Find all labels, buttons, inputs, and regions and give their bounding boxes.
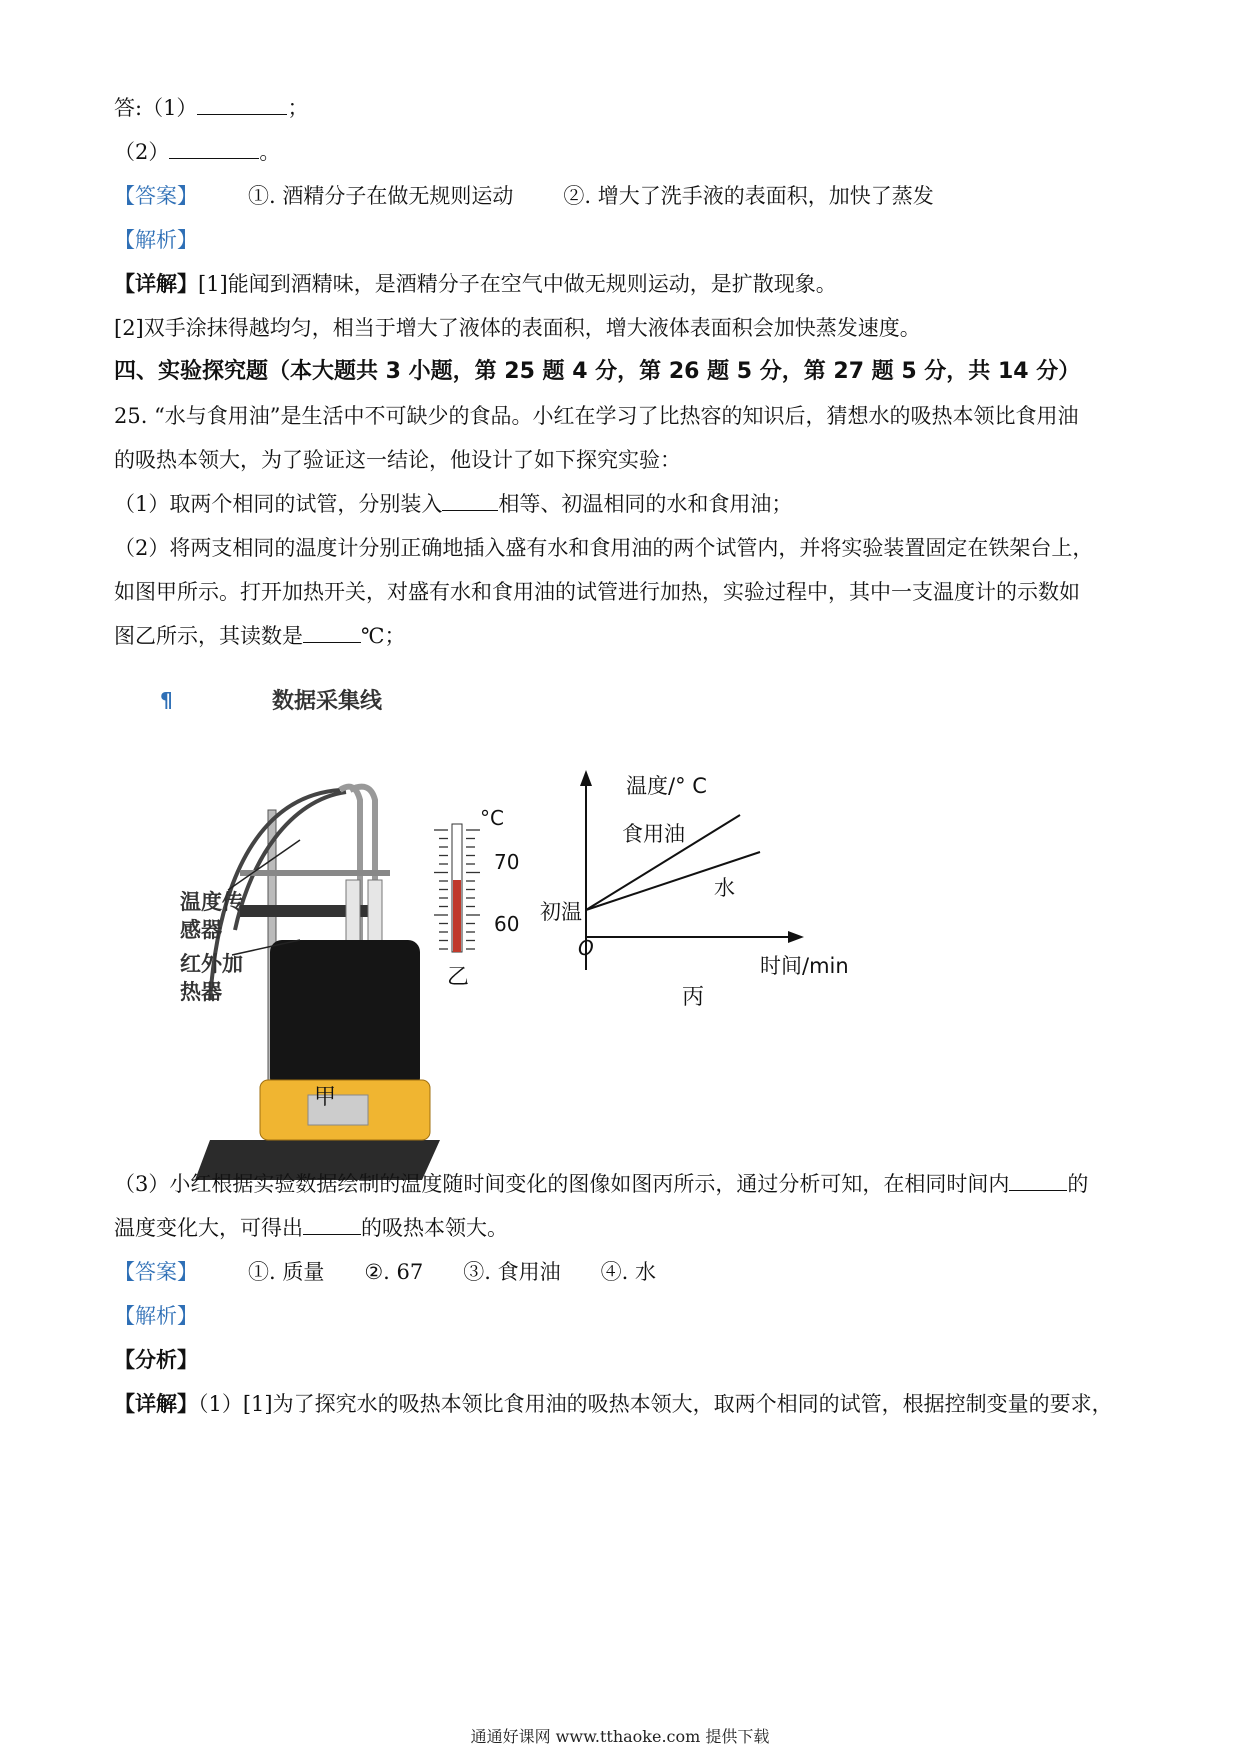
q25-analysis-tag: 【解析】	[114, 1304, 198, 1328]
q25-detail-1	[114, 1390, 1113, 1418]
label-line: 温度传	[180, 890, 243, 914]
y-axis-arrow	[580, 770, 592, 786]
q24-detail-1	[114, 270, 837, 298]
answer-line-2	[114, 138, 280, 166]
answer-item: ①. 酒精分子在做无规则运动	[248, 184, 514, 208]
answer-blank	[303, 622, 361, 643]
answer-blank	[1009, 1170, 1067, 1191]
answer-blank	[303, 1214, 361, 1235]
label-line: 感器	[180, 918, 222, 942]
q25-stem-1: 25. “水与食用油”是生活中不可缺少的食品。小红在学习了比热容的知识后，猜想水的吸热本领比食用油	[114, 404, 1079, 428]
thermometer-tick-60: 60	[494, 912, 520, 936]
caption-bing: 丙	[682, 985, 705, 1010]
page-footer: 通通好课网 www.tthaoke.com 提供下载	[470, 1727, 770, 1746]
caption-yi: 乙	[447, 965, 470, 990]
section-heading: 四、实验探究题（本大题共 3 小题，第 25 题 4 分，第 26 题 5 分，第 27 题 5 分，共 14 分）	[114, 359, 1081, 384]
graph-series-oil-label: 食用油	[622, 822, 685, 846]
q25-step-3-line-1	[114, 1170, 1088, 1198]
punctuation: 。	[259, 140, 281, 164]
pilcrow-mark: ¶	[160, 688, 173, 712]
q25-step-2-line-1: （2）将两支相同的温度计分别正确地插入盛有水和食用油的两个试管内，并将实验装置固定在铁架台上，	[114, 536, 1094, 560]
step-text: 的	[1067, 1172, 1089, 1196]
clamp-arm-1	[240, 870, 390, 876]
answer-item: ②. 67	[364, 1260, 424, 1284]
q25-step-1	[114, 490, 792, 518]
detail-tag: 【详解】	[114, 271, 198, 296]
graph-y-label: 温度/° C	[626, 774, 707, 798]
answer-tag: 【答案】	[114, 184, 198, 208]
q25-stem-2: 的吸热本领大，为了验证这一结论，他设计了如下探究实验：	[114, 448, 681, 472]
figure-yi-thermometer	[420, 800, 530, 1000]
step-text: 的吸热本领大。	[361, 1216, 508, 1240]
heater-body	[270, 940, 420, 1090]
answer-line-1	[114, 94, 308, 122]
label-infrared-heater	[180, 950, 243, 1006]
answer-label: 答:（1）	[114, 96, 198, 120]
answer-item: ②. 增大了洗手液的表面积，加快了蒸发	[563, 184, 934, 208]
step-text: （3）小红根据实验数据绘制的温度随时间变化的图像如图丙所示，通过分析可知，在相同时间内	[114, 1172, 1010, 1196]
detail-text: （1）[1]为了探究水的吸热本领比食用油的吸热本领大，取两个相同的试管，根据控制变量的要求，	[198, 1392, 1113, 1416]
step-text: 相等、初温相同的水和食用油；	[498, 492, 793, 516]
step-text: 温度变化大，可得出	[114, 1216, 303, 1240]
graph-origin-label: O	[578, 936, 594, 960]
thermometer-tick-70: 70	[494, 850, 520, 874]
step-text: 图乙所示，其读数是	[114, 624, 303, 648]
q25-step-3-line-2	[114, 1214, 508, 1242]
mercury-column	[453, 880, 461, 952]
graph-x-label: 时间/min	[760, 954, 849, 978]
q25-step-2-line-2: 如图甲所示。打开加热开关，对盛有水和食用油的试管进行加热，实验过程中，其中一支温度计的示数如	[114, 580, 1080, 604]
caption-jia: 甲	[314, 1085, 337, 1110]
graph-initial-temp-label: 初温	[540, 900, 582, 924]
q24-analysis-tag: 【解析】	[114, 228, 198, 252]
answer-item: ④. 水	[600, 1260, 656, 1284]
tick-marks	[434, 830, 448, 949]
answer-blank	[169, 138, 259, 159]
answer-item: ③. 食用油	[463, 1260, 561, 1284]
q24-detail-2: [2]双手涂抹得越均匀，相当于增大了液体的表面积，增大液体表面积会加快蒸发速度。	[114, 316, 921, 340]
step-text: （1）取两个相同的试管，分别装入	[114, 492, 443, 516]
label-line: 热器	[180, 980, 222, 1004]
q25-fenxi-tag: 【分析】	[114, 1347, 198, 1372]
detail-tag: 【详解】	[114, 1391, 198, 1416]
answer-item: ①. 质量	[248, 1260, 325, 1284]
punctuation: ；	[287, 96, 309, 120]
q24-answer	[114, 182, 934, 210]
q25-step-2-line-3	[114, 622, 406, 650]
answer-blank	[197, 94, 287, 115]
q25-answer	[114, 1258, 656, 1286]
answer-label: （2）	[114, 140, 170, 164]
x-axis-arrow	[788, 931, 804, 943]
label-data-line: 数据采集线	[272, 689, 383, 714]
answer-tag: 【答案】	[114, 1260, 198, 1284]
step-text: ℃；	[361, 624, 406, 648]
detail-text: [1]能闻到酒精味，是酒精分子在空气中做无规则运动，是扩散现象。	[198, 272, 837, 296]
thermometer-unit: °C	[480, 806, 504, 830]
label-temperature-sensor	[180, 888, 243, 944]
answer-blank	[442, 490, 498, 511]
tick-marks	[466, 830, 480, 949]
graph-series-water-label: 水	[714, 876, 735, 900]
label-line: 红外加	[180, 952, 243, 976]
